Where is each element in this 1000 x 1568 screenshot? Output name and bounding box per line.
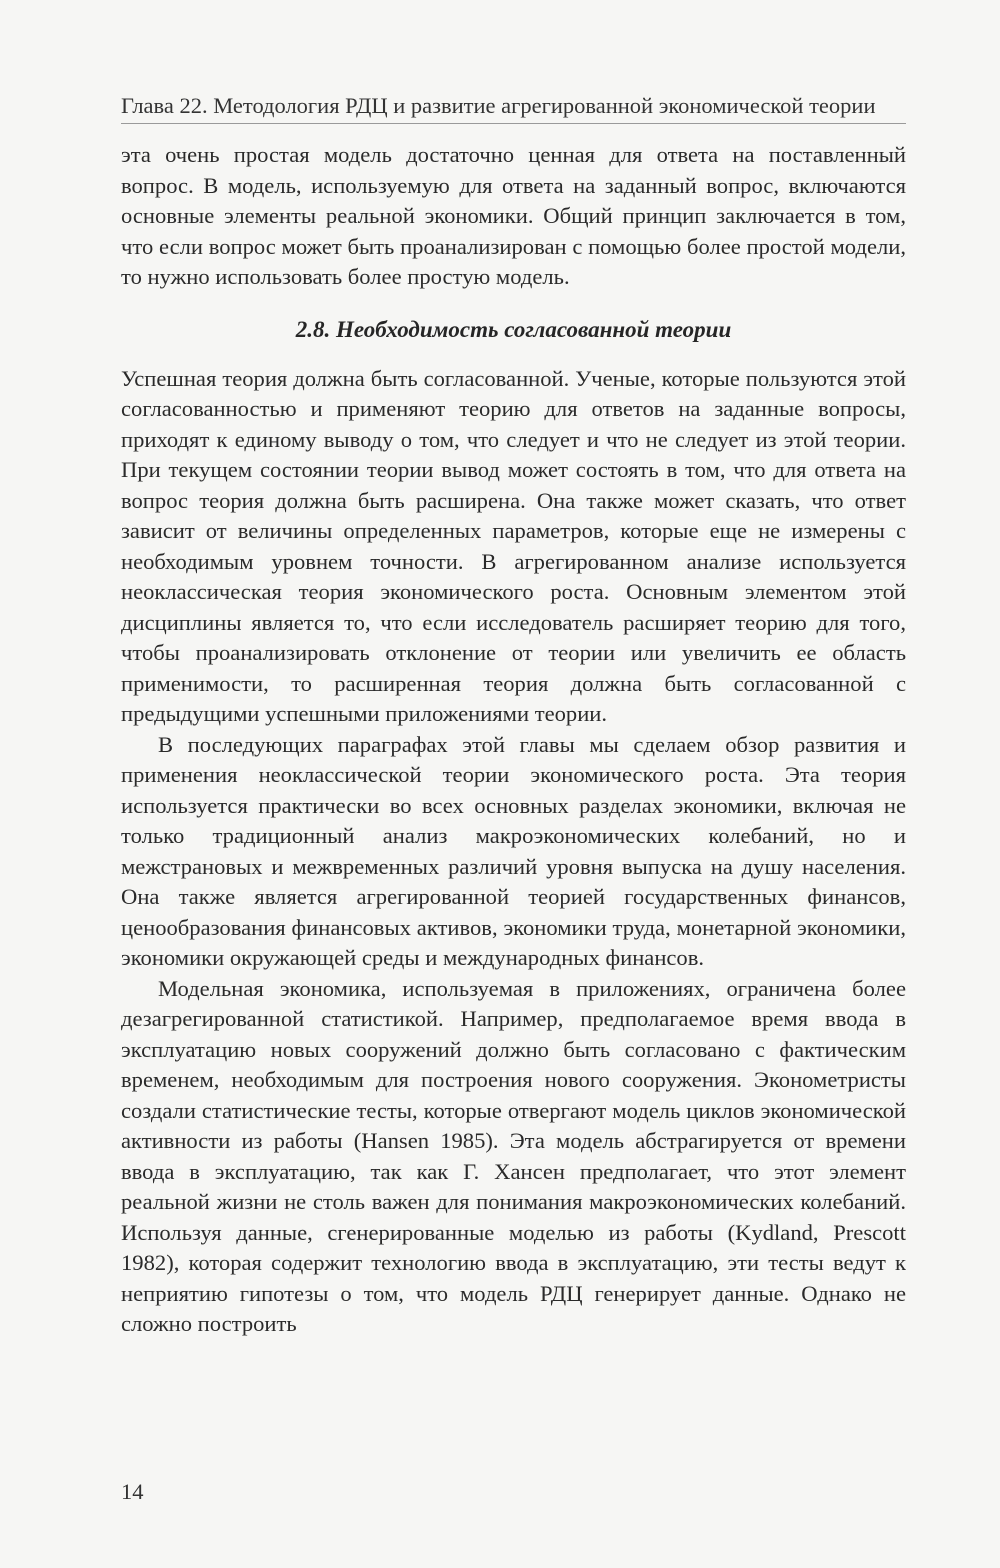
header-divider (121, 123, 906, 124)
body-paragraph-1: Успешная теория должна быть согласованной. Ученые, которые пользуются этой согласованностью и применяют теорию для ответов на заданные вопросы, приходят к единому выводу о том, что следует и что не следует из этой теории. При текущем состоянии теории вывод может состоять в том, что для ответа на вопрос теория должна быть расширена. Она также может сказать, что ответ зависит от величины определенных параметров, которые еще не измерены с необходимым уровнем точности. В агрегированном анализе используется неоклассическая теория экономического роста. Основным элементом этой дисциплины является то, что если исследователь расширяет теорию для того, чтобы проанализировать отклонение от теории или увеличить ее область применимости, то расширенная теория должна быть согласованной с предыдущими успешными приложениями теории. (121, 365, 906, 726)
page-number: 14 (121, 1479, 144, 1504)
page-body (121, 140, 906, 1340)
running-head: Глава 22. Методология РДЦ и развитие агрегированной экономической теории (121, 93, 876, 118)
body-paragraph-2: В последующих параграфах этой главы мы сделаем обзор развития и применения неоклассической теории экономического роста. Эта теория используется практически во всех основных разделах экономики, включая не только традиционный анализ макроэкономических колебаний, но и межстрановых и межвременных различий уровня выпуска на душу населения. Она также является агрегированной теорией государственных финансов, ценообразования финансовых активов, экономики труда, монетарной экономики, экономики окружающей среды и международных финансов. (121, 731, 906, 970)
body-paragraph-3: Модельная экономика, используемая в приложениях, ограничена более дезагрегированной статистикой. Например, предполагаемое время ввода в эксплуатацию новых сооружений должно быть согласовано с фактическим временем, необходимым для построения нового сооружения. Эконометристы создали статистические тесты, которые отвергают модель циклов экономической активности из работы (Hansen 1985). Эта модель абстрагируется от времени ввода в эксплуатацию, так как Г. Хансен предполагает, что этот элемент реальной жизни не столь важен для понимания макроэкономических колебаний. Используя данные, сгенерированные моделью из работы (Kydland, Prescott 1982), которая содержит технологию ввода в эксплуатацию, эти тесты ведут к неприятию гипотезы о том, что модель РДЦ генерирует данные. Однако не сложно построить (121, 975, 906, 1336)
section-title: 2.8. Необходимость согласованной теории (295, 316, 732, 342)
intro-paragraph: эта очень простая модель достаточно ценная для ответа на поставленный вопрос. В модель, используемую для ответа на заданный вопрос, включаются основные элементы реальной экономики. Общий принцип заключается в том, что если вопрос может быть проанализирован с помощью более простой модели, то нужно использовать более простую модель. (121, 142, 906, 289)
